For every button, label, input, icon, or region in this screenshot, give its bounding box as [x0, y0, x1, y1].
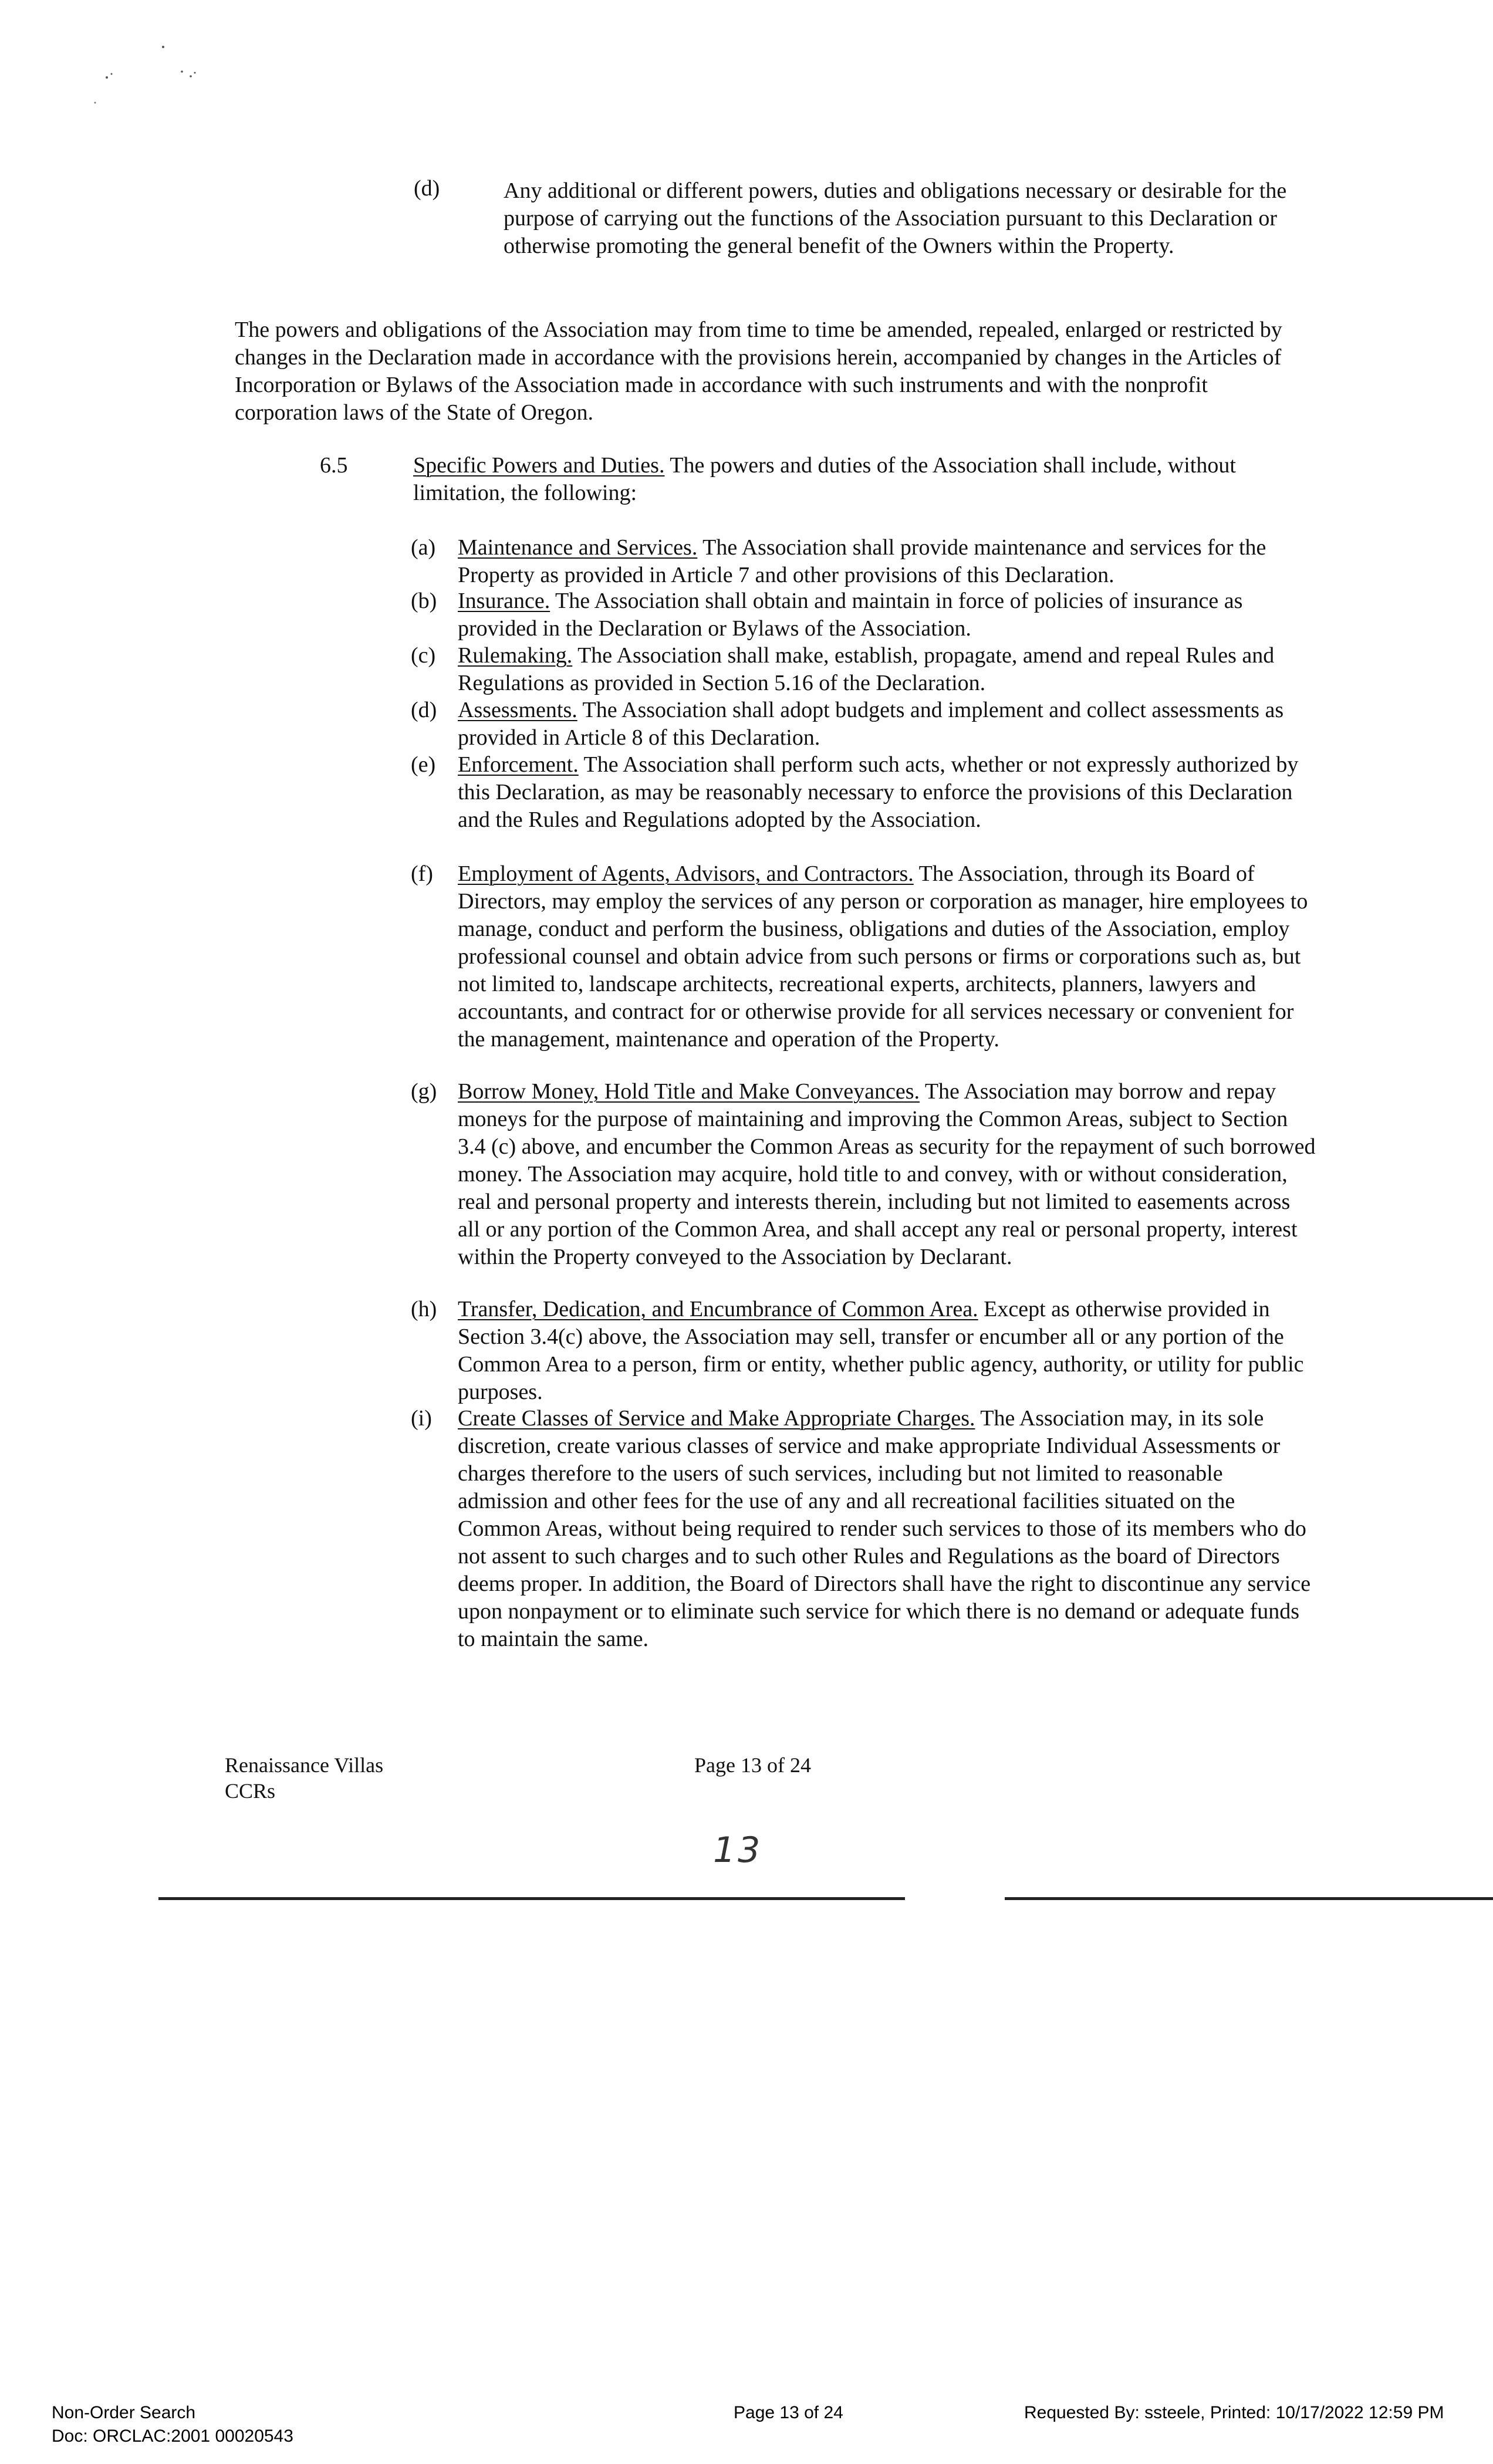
section-heading: Specific Powers and Duties.: [413, 453, 665, 478]
doc-name-line1: Renaissance Villas: [225, 1753, 384, 1777]
scan-rule-right: [1005, 1897, 1493, 1900]
item-f-text: The Association, through its Board of Directors, may employ the services of any person or corporation as manager, hire employees to manage, conduct and perform the business, obligations and duties of the Association, employ professional counsel and obtain advice from such persons or firms or corporations such as, but not limited to, landscape architects, recreational experts, architects, planners, lawyers and accountants, and contract for or otherwise provide for all services necessary or convenient for the management, maintenance and operation of the Property.: [458, 861, 1308, 1052]
item-e-label: (e): [411, 752, 436, 777]
item-d-label: (d): [411, 698, 437, 722]
scan-specks: [88, 35, 205, 111]
item-h: [458, 1296, 1318, 1406]
item-a-text: The Association shall provide maintenance and services for the Property as provided in Article 7 and other provisions of this Declaration.: [458, 535, 1266, 587]
item-e-text: The Association shall perform such acts, whether or not expressly authorized by this Declaration, as may be reasonably necessary to enforce the provisions of this Declaration and the Rules and Regulations adopted by the Association.: [458, 752, 1299, 832]
intro-item-text: Any additional or different powers, duties and obligations necessary or desirable for the purpose of carrying out the functions of the Association pursuant to this Declaration or otherwise promoting the general benefit of the Owners within the Property.: [504, 178, 1287, 258]
item-c-label: (c): [411, 643, 436, 668]
item-d-heading: Assessments.: [458, 698, 577, 722]
item-f: [458, 860, 1318, 1053]
system-footer-doc-id: Doc: ORCLAC:2001 00020543: [52, 2426, 293, 2446]
item-b-label: (b): [411, 589, 437, 613]
system-footer-page: Page 13 of 24: [734, 2403, 843, 2422]
intro-item-label: (d): [414, 176, 440, 201]
item-b-text: The Association shall obtain and maintain in force of policies of insurance as provided in the Declaration or Bylaws of the Association.: [458, 589, 1243, 641]
document-page-number: Page 13 of 24: [694, 1753, 811, 1777]
item-d-text: The Association shall adopt budgets and implement and collect assessments as provided in Article 8 of this Declaration.: [458, 698, 1284, 750]
scan-rule-left: [158, 1897, 905, 1900]
item-g: [458, 1078, 1318, 1271]
item-a-label: (a): [411, 535, 436, 560]
item-c: [458, 642, 1318, 697]
item-e: [458, 751, 1318, 834]
handwritten-page-number: 13: [713, 1830, 763, 1871]
item-b-heading: Insurance.: [458, 589, 550, 613]
item-g-label: (g): [411, 1079, 437, 1104]
item-g-text: The Association may borrow and repay moneys for the purpose of maintaining and improving the Common Areas, subject to Section 3.4 (c) above, and encumber the Common Areas as security for the repayment of such borrowed money. The Association may acquire, hold title to and convey, with or without consideration, real and personal property and interests therein, including but not limited to easements across all or any portion of the Common Area, and shall accept any real or personal property, interest within the Property conveyed to the Association by Declarant.: [458, 1079, 1316, 1269]
item-h-heading: Transfer, Dedication, and Encumbrance of Common Area.: [458, 1297, 978, 1321]
item-g-heading: Borrow Money, Hold Title and Make Conveyances.: [458, 1079, 920, 1104]
item-i: [458, 1405, 1318, 1653]
item-c-text: The Association shall make, establish, propagate, amend and repeal Rules and Regulations as provided in Section 5.16 of the Declaration.: [458, 643, 1275, 695]
system-footer-search-type: Non-Order Search: [52, 2403, 196, 2422]
item-i-text: The Association may, in its sole discretion, create various classes of service and make appropriate Individual Assessments or charges therefore to the users of such services, including but not limited to reasonable admission and other fees for the use of any and all recreational facilities situated on the Common Areas, without being required to render such services to those of its members who do not assent to such charges and to such other Rules and Regulations as the board of Directors deems proper. In addition, the Board of Directors shall have the right to discontinue any service upon nonpayment or to eliminate such service for which there is no demand or adequate funds to maintain the same.: [458, 1406, 1311, 1651]
section-intro: [413, 452, 1305, 507]
doc-name-line2: CCRs: [225, 1779, 276, 1803]
item-h-label: (h): [411, 1297, 437, 1321]
item-h-text: Except as otherwise provided in Section 3.4(c) above, the Association may sell, transfer or encumber all or any portion of the Common Area to a person, firm or entity, whether public agency, authority, or utility for public purposes.: [458, 1297, 1304, 1404]
item-a: [458, 534, 1318, 589]
item-i-label: (i): [411, 1406, 432, 1431]
item-f-label: (f): [411, 861, 433, 886]
item-b: [458, 587, 1318, 643]
powers-paragraph: The powers and obligations of the Association may from time to time be amended, repealed, enlarged or restricted by changes in the Declaration made in accordance with the provisions herein, accompanied by changes in the Articles of Incorporation or Bylaws of the Association made in accordance with such instruments and with the nonprofit corporation laws of the State of Oregon.: [235, 317, 1282, 425]
item-c-heading: Rulemaking.: [458, 643, 573, 668]
item-i-heading: Create Classes of Service and Make Appropriate Charges.: [458, 1406, 975, 1431]
system-footer-requested-by: Requested By: ssteele, Printed: 10/17/2022 12:59 PM: [1024, 2403, 1444, 2422]
section-lead: The powers and duties of the Association shall include, without limitation, the following:: [413, 453, 1236, 505]
section-number: 6.5: [320, 453, 348, 478]
item-f-heading: Employment of Agents, Advisors, and Contractors.: [458, 861, 914, 886]
item-d: [458, 697, 1318, 752]
document-footer-name: [225, 1752, 383, 1804]
item-a-heading: Maintenance and Services.: [458, 535, 698, 560]
item-e-heading: Enforcement.: [458, 752, 579, 777]
